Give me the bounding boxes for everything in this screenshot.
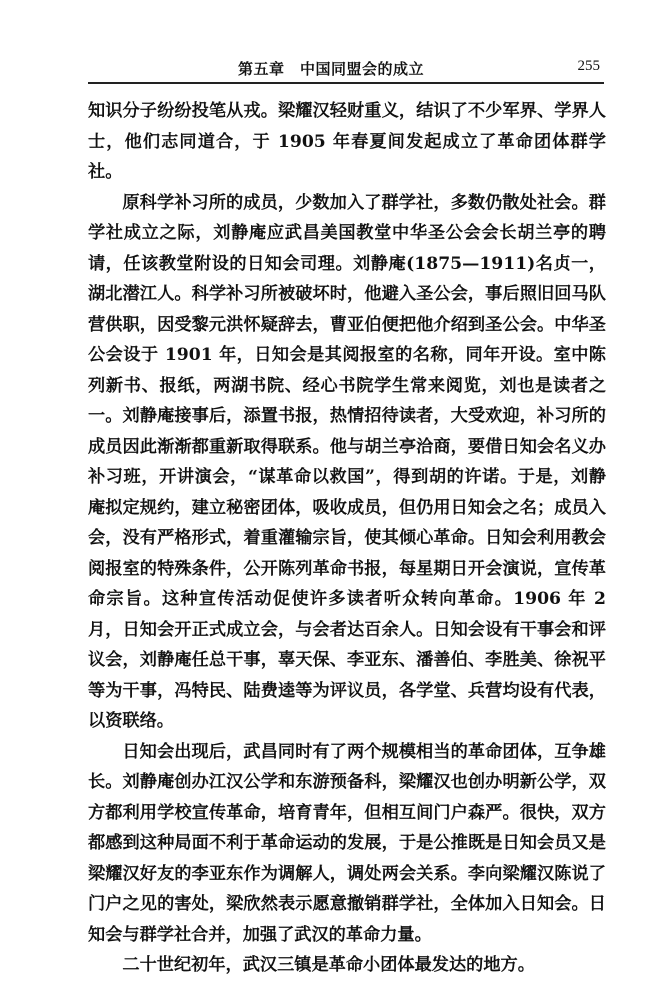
paragraph: 原科学补习所的成员，少数加入了群学社，多数仍散处社会。群学社成立之际，刘静庵应武昌美国教堂中华圣公会会长胡兰亭的聘请，任该教堂附设的日知会司理。刘静庵(1875—1911)名贞一，湖北潜江人。科学补习所被破坏时，他避入圣公会，事后照旧回马队营供职，因受黎元洪怀疑辞去，曹亚伯便把他介绍到圣公会。中华圣公会设于 1901 年，日知会是其阅报室的名称，同年开设。室中陈列新书、报纸，两湖书院、经心书院学生常来阅览，刘也是读者之一。刘静庵接事后，添置书报，热情招待读者，大受欢迎，补习所的成员因此渐渐都重新取得联系。他与胡兰亭洽商，要借日知会名义办补习班，开讲演会，“谋革命以救国”，得到胡的许诺。于是，刘静庵拟定规约，建立秘密团体，吸收成员，但仍用日知会之名；成员入会，没有严格形式，着重灌输宗旨，使其倾心革命。日知会利用教会阅报室的特殊条件，公开陈列革命书报，每星期日开会演说，宣传革命宗旨。这种宣传活动促使许多读者听众转向革命。1906 年 2 月，日知会开正式成立会，与会者达百余人。日知会设有干事会和评议会，刘静庵任总干事，辜天保、李亚东、潘善伯、李胜美、徐祝平等为干事，冯特民、陆费逵等为评议员，各学堂、兵营均设有代表，以资联络。 xyxy=(88,192,606,731)
paragraph: 知识分子纷纷投笔从戎。梁耀汉轻财重义，结识了不少军界、学界人士，他们志同道合，于 1905 年春夏间发起成立了革命团体群学社。 xyxy=(88,101,606,182)
page-number: 255 xyxy=(577,58,600,74)
body-text xyxy=(88,96,606,981)
chapter-title: 第五章 中国同盟会的成立 xyxy=(238,60,425,78)
paragraph: 二十世纪初年，武汉三镇是革命小团体最发达的地方。 xyxy=(122,955,535,975)
paragraph: 日知会出现后，武昌同时有了两个规模相当的革命团体，互争雄长。刘静庵创办江汉公学和东游预备科，梁耀汉也创办明新公学，双方都利用学校宣传革命，培育青年，但相互间门户森严。很快，双方都感到这种局面不利于革命运动的发展，于是公推既是日知会员又是梁耀汉好友的李亚东作为调解人，调处两会关系。李向梁耀汉陈说了门户之见的害处，梁欣然表示愿意撤销群学社，全体加入日知会。日知会与群学社合并，加强了武汉的革命力量。 xyxy=(88,741,606,945)
running-header xyxy=(88,56,604,84)
